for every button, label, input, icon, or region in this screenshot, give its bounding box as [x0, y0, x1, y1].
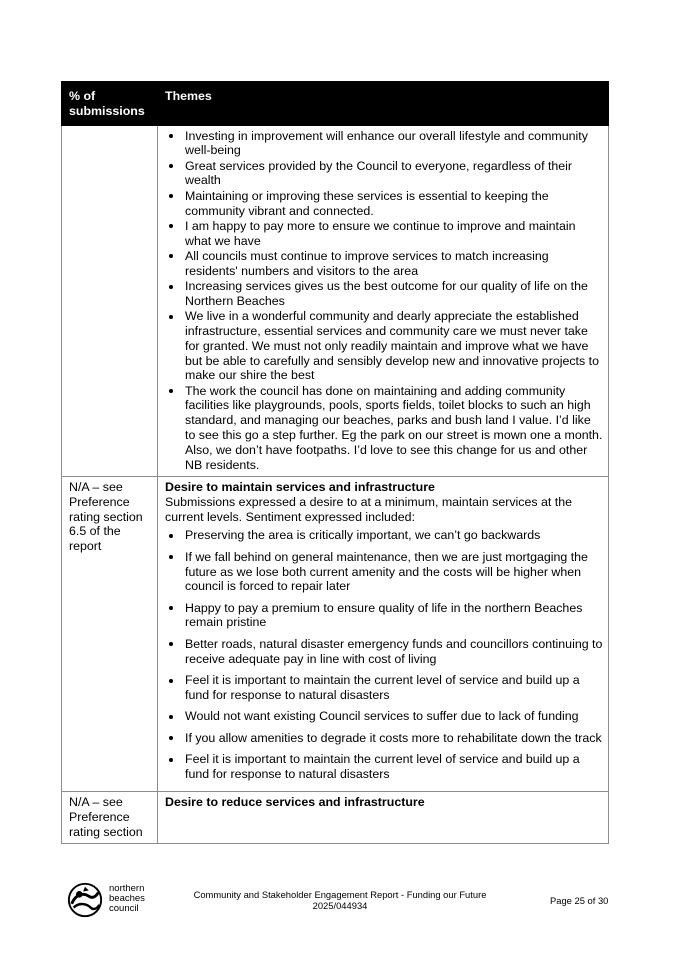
- percent-cell: N/A – see Preference rating section: [62, 792, 158, 843]
- footer-report-info: [180, 889, 500, 911]
- list-item: Maintaining or improving these services is essential to keeping the community vibrant and connected.: [165, 189, 603, 219]
- list-item: Increasing services gives us the best outcome for our quality of life on the Northern Beaches: [165, 279, 603, 309]
- bullet-list: [165, 129, 603, 473]
- list-item: The work the council has done on maintaining and adding community facilities like playgrounds, pools, sports fields, toilet blocks to such an high standard, and managing our beaches, parks and bush land I value. I’d like to see this go a step further. Eg the park on our street is mown one a month. Also, we don’t have footpaths. I’d love to see this change for us and other NB residents.: [165, 384, 603, 473]
- table-row: [62, 125, 609, 476]
- council-brand: [109, 884, 145, 914]
- brand-line: council: [109, 903, 139, 914]
- council-logo-icon: [66, 881, 104, 919]
- table-row: [62, 476, 609, 791]
- list-item: Feel it is important to maintain the current level of service and build up a fund for response to natural disasters: [165, 752, 603, 782]
- list-item: Would not want existing Council services to suffer due to lack of funding: [165, 709, 603, 724]
- list-item: Better roads, natural disaster emergency funds and councillors continuing to receive adequate pay in line with cost of living: [165, 637, 603, 667]
- table-header-row: [62, 82, 609, 126]
- list-item: Investing in improvement will enhance our overall lifestyle and community well-being: [165, 129, 603, 159]
- page-number: Page 25 of 30: [550, 895, 609, 906]
- theme-heading: Desire to maintain services and infrastructure: [165, 479, 435, 494]
- percent-cell: N/A – see Preference rating section 6.5 of the report: [62, 476, 158, 791]
- percent-cell: [62, 125, 158, 476]
- themes-table: [61, 81, 609, 844]
- brand-line: northern: [109, 883, 145, 894]
- theme-intro: Submissions expressed a desire to at a minimum, maintain services at the current levels. Sentiment expressed included:: [165, 494, 573, 524]
- col-header-themes: Themes: [158, 82, 609, 126]
- list-item: Feel it is important to maintain the current level of service and build up a fund for response to natural disasters: [165, 673, 603, 703]
- themes-cell: [158, 792, 609, 843]
- themes-cell: [158, 125, 609, 476]
- list-item: If you allow amenities to degrade it costs more to rehabilitate down the track: [165, 731, 603, 746]
- list-item: All councils must continue to improve services to match increasing residents' numbers and visitors to the area: [165, 249, 603, 279]
- list-item: Great services provided by the Council to everyone, regardless of their wealth: [165, 159, 603, 189]
- theme-heading: Desire to reduce services and infrastructure: [165, 795, 425, 810]
- themes-cell: [158, 476, 609, 791]
- page-footer: [0, 876, 675, 926]
- report-title: Community and Stakeholder Engagement Report - Funding our Future: [193, 889, 487, 900]
- brand-line: beaches: [109, 893, 145, 904]
- col-header-percent: % of submissions: [62, 82, 158, 126]
- list-item: We live in a wonderful community and dearly appreciate the established infrastructure, essential services and community care we must never take for granted. We must not only readily maintain and improve what we have but be able to carefully and sensibly develop new and innovative projects to make our shire the best: [165, 309, 603, 383]
- doc-number: 2025/044934: [312, 900, 368, 911]
- table-row: [62, 792, 609, 843]
- list-item: I am happy to pay more to ensure we continue to improve and maintain what we have: [165, 219, 603, 249]
- list-item: Preserving the area is critically important, we can’t go backwards: [165, 528, 603, 543]
- bullet-list: [165, 528, 603, 781]
- list-item: If we fall behind on general maintenance, then we are just mortgaging the future as we lose both current amenity and the costs will be higher when council is forced to repair later: [165, 550, 603, 594]
- list-item: Happy to pay a premium to ensure quality of life in the northern Beaches remain pristine: [165, 601, 603, 631]
